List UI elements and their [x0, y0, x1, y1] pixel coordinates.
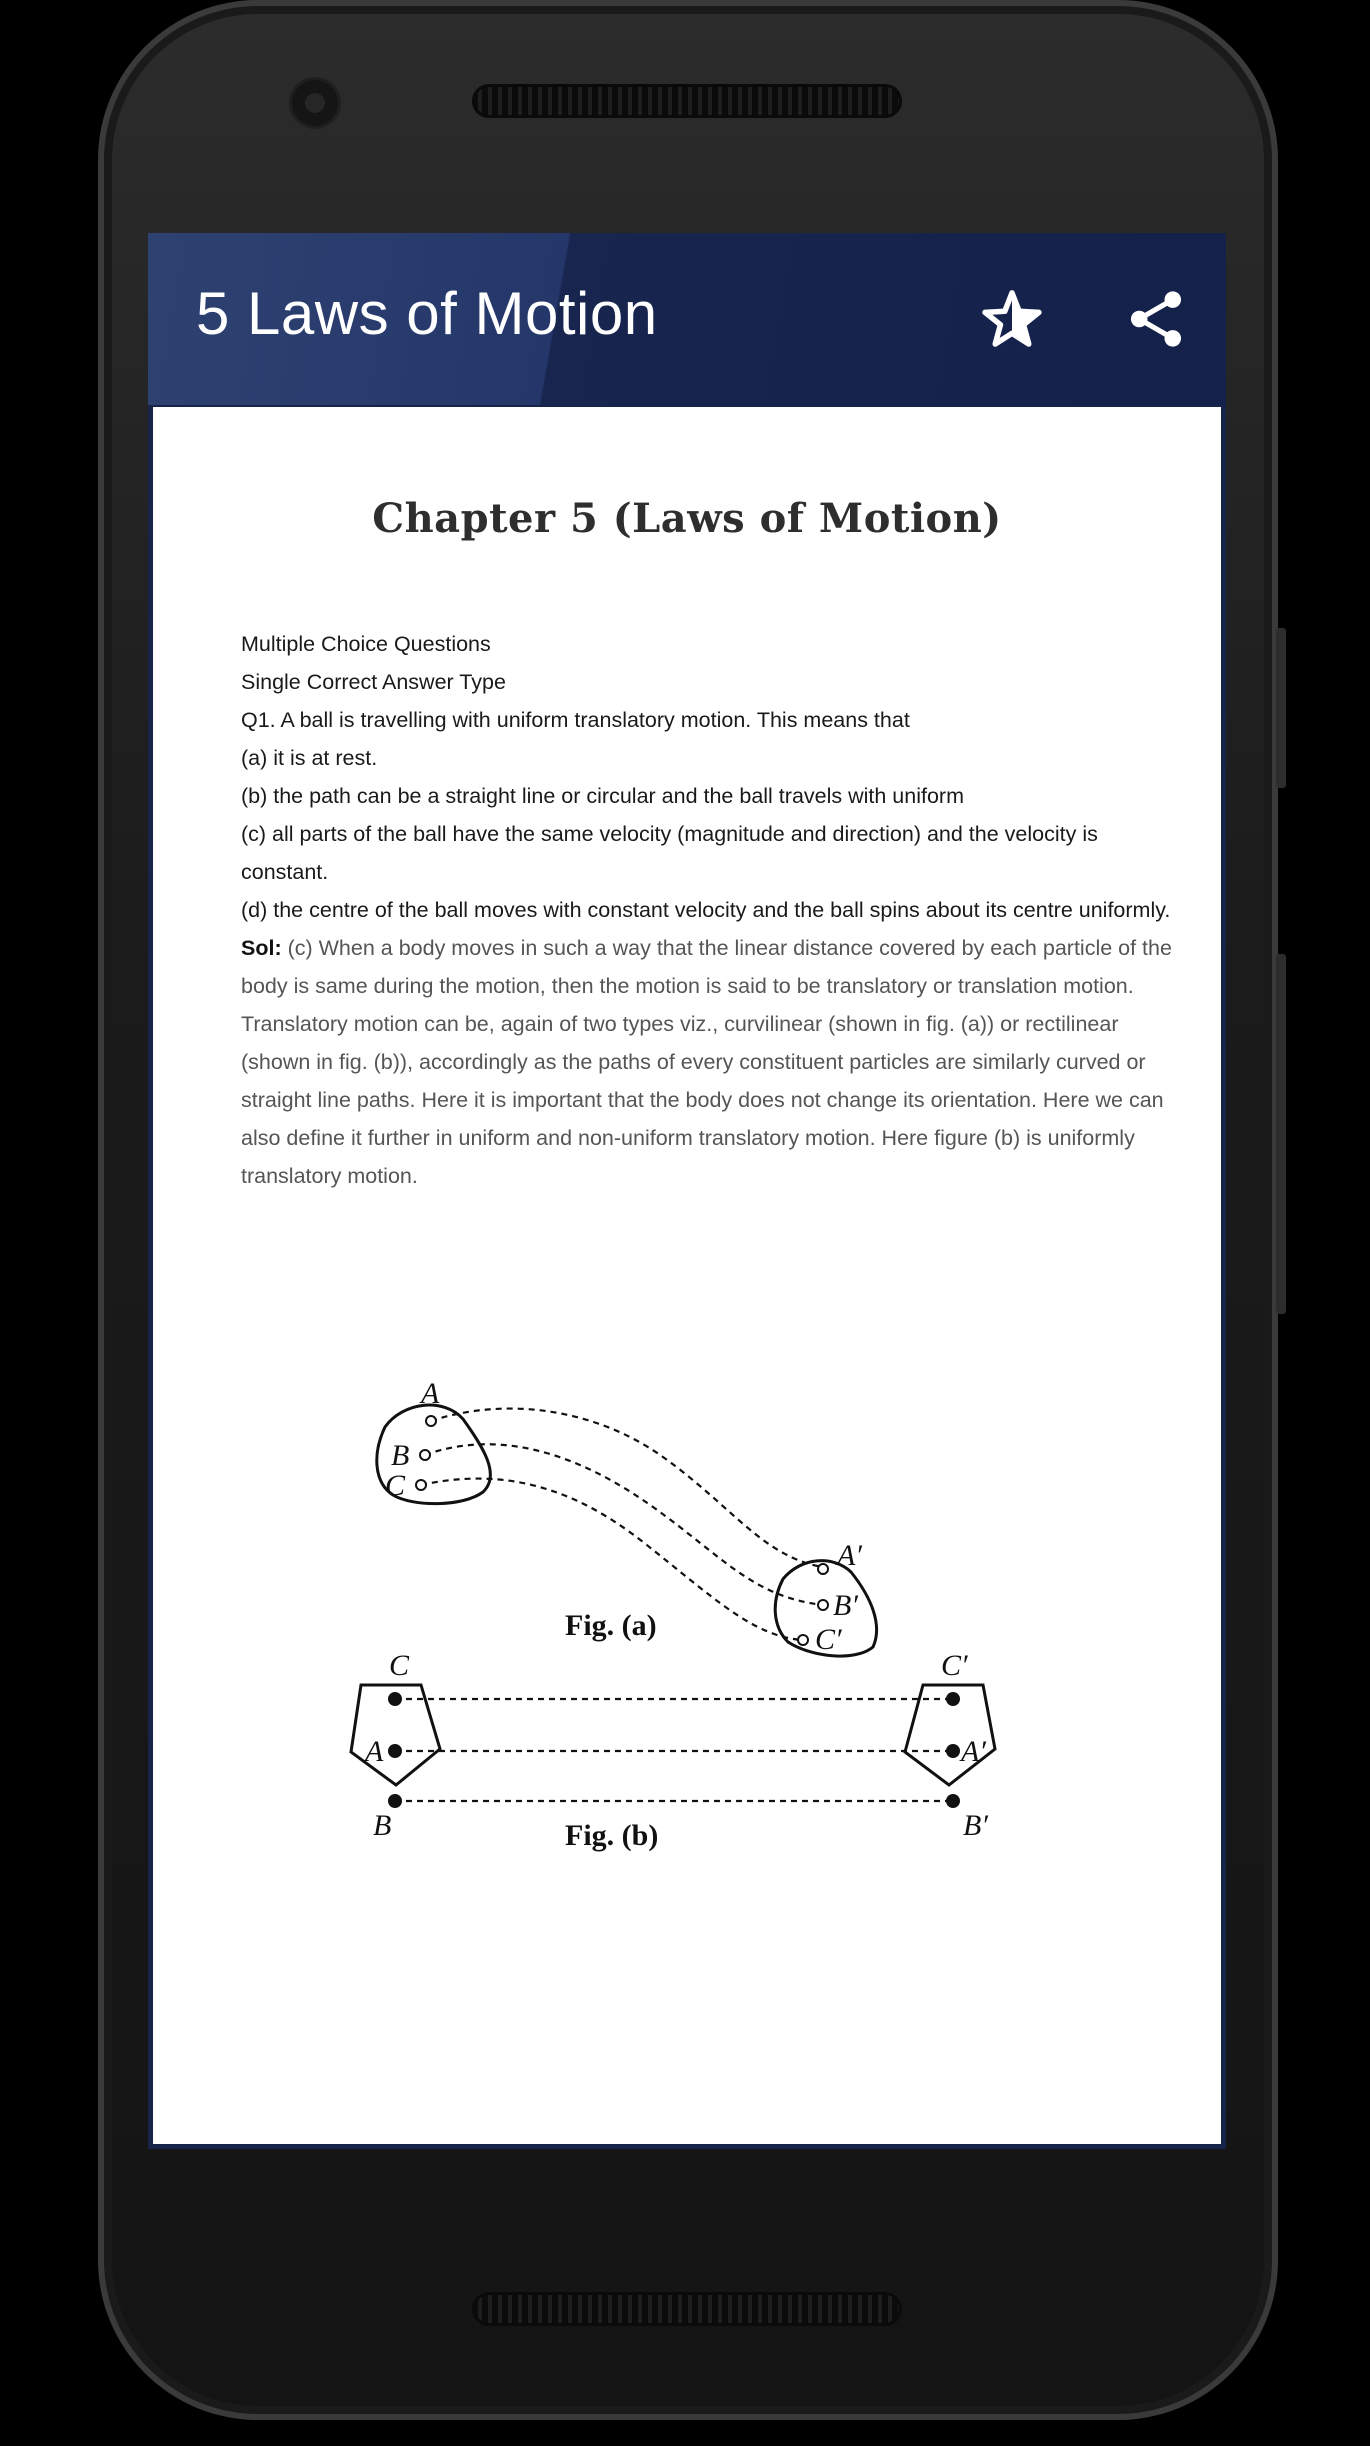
fig-a-point-a-prime: A′ — [837, 1539, 862, 1572]
translatory-motion-figure — [333, 1357, 1033, 1877]
star-outline-icon — [979, 286, 1045, 352]
option-b: (b) the path can be a straight line or circular and the ball travels with uniform — [241, 784, 965, 808]
toolbar-title: 5 Laws of Motion — [196, 280, 658, 347]
explanation-paragraph: Translatory motion can be, again of two types viz., curvilinear (shown in fig. (a)) or rectilinear (shown in fig. (b)), accordingly as the paths of every constituent particles are similarly curved or straight line paths. Here it is important that the body does not change its orientation. Here we can also define it further in uniform and non-uniform translatory motion. Here figure (b) is uniformly translatory motion. — [241, 1012, 1164, 1188]
solution-text: (c) When a body moves in such a way that the linear distance covered by each particle of the body is same during the motion, then the motion is said to be translatory or translation motion. — [241, 936, 1172, 998]
favorite-button[interactable] — [972, 279, 1052, 359]
option-a: (a) it is at rest. — [241, 746, 378, 770]
bottom-speaker — [472, 2292, 902, 2326]
content-card — [153, 407, 1221, 2144]
top-speaker — [472, 84, 902, 118]
option-c: (c) all parts of the ball have the same velocity (magnitude and direction) and the velocity is constant. — [241, 822, 1098, 884]
solution-paragraph — [241, 929, 1191, 1005]
fig-b-point-a: A — [365, 1735, 384, 1768]
fig-b-label: Fig. (b) — [565, 1819, 659, 1852]
share-button[interactable] — [1116, 279, 1196, 359]
fig-a-label: Fig. (a) — [565, 1609, 657, 1642]
chapter-title: Chapter 5 (Laws of Motion) — [372, 495, 1002, 542]
fig-b-point-b-prime: B′ — [963, 1809, 988, 1842]
solution-label: Sol: — [241, 936, 282, 960]
front-camera — [292, 80, 338, 126]
question-content — [241, 625, 1191, 1195]
fig-b-diagram — [351, 1685, 995, 1808]
fig-a-point-b-prime: B′ — [833, 1589, 858, 1622]
option-d: (d) the centre of the ball moves with constant velocity and the ball spins about its centre uniformly. — [241, 898, 1171, 922]
app-screen — [148, 233, 1226, 2149]
subsection-heading: Single Correct Answer Type — [241, 670, 506, 694]
fig-b-point-c: C — [389, 1649, 410, 1682]
phone-volume-button — [1276, 628, 1286, 788]
fig-a-point-a: A — [421, 1377, 440, 1410]
section-heading: Multiple Choice Questions — [241, 632, 491, 656]
fig-a-point-c-prime: C′ — [815, 1623, 842, 1656]
fig-b-point-a-prime: A′ — [961, 1735, 986, 1768]
fig-a-point-b: B — [391, 1439, 410, 1472]
fig-b-point-b: B — [373, 1809, 392, 1842]
phone-power-button — [1276, 954, 1286, 1314]
app-toolbar — [148, 233, 1226, 405]
share-icon — [1125, 288, 1187, 350]
question-text: Q1. A ball is travelling with uniform translatory motion. This means that — [241, 708, 910, 732]
fig-a-point-c: C — [385, 1469, 406, 1502]
fig-b-point-c-prime: C′ — [941, 1649, 968, 1682]
